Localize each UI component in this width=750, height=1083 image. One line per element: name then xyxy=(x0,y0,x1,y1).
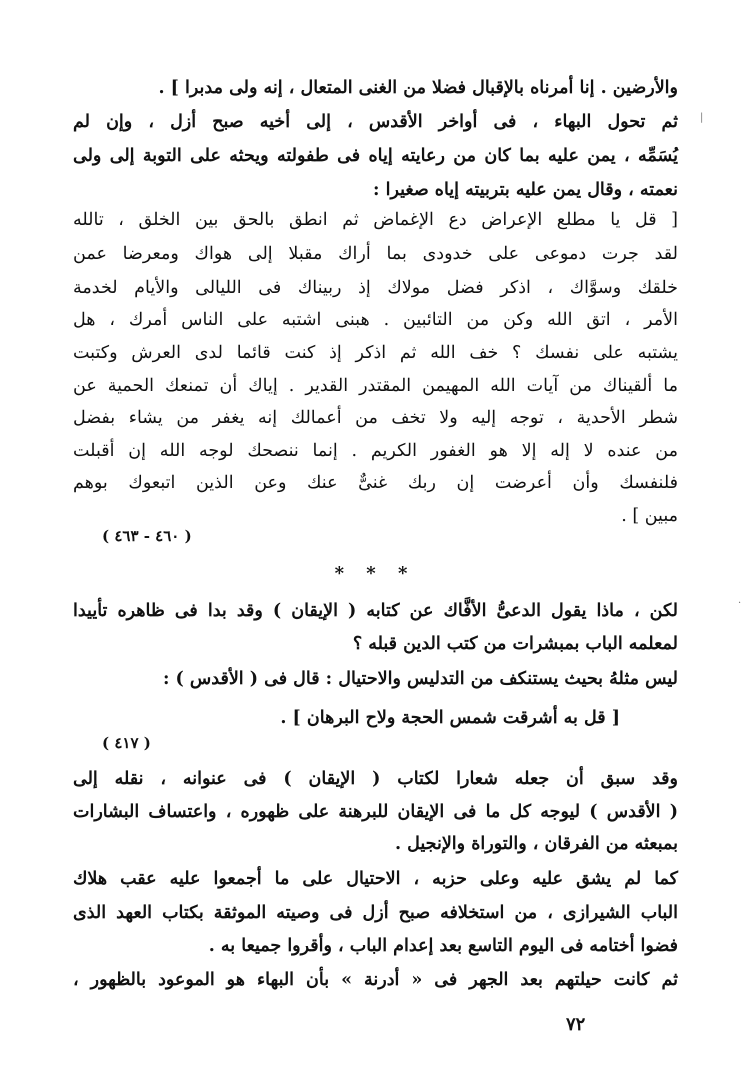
text-line: ليس مثلهُ بحيث يستنكف من التدليس والاحتيال : قال فى ( الأقدس ) : xyxy=(162,669,678,689)
text-line: ثم تحول البهاء ، فى أواخر الأقدس ، إلى أخيه صبح أزل ، وإن لم xyxy=(73,112,678,132)
text-line: ثم كانت حيلتهم بعد الجهر فى « أدرنة » بأن البهاء هو الموعود بالظهور ، xyxy=(73,970,678,990)
text-line: لمعلمه الباب بمبشرات من كتب الدين قبله ؟ xyxy=(352,634,678,654)
text-line: نعمته ، وقال يمن عليه بتربيته إياه صغيرا : xyxy=(373,180,678,200)
text-line: والأرضين . إنا أمرناه بالإقبال فضلا من الغنى المتعال ، إنه ولى مدبرا ] . xyxy=(158,78,678,98)
section-divider: * * * xyxy=(334,563,416,584)
page-number: ٧٢ xyxy=(566,1014,586,1035)
quote-line: الأمر ، اتق الله وكن من التائبين . هبنى اشتبه على الناس أمرك ، هل xyxy=(73,310,678,330)
text-line: فضوا أختامه فى اليوم التاسع بعد إعدام الباب ، وأقروا جميعا به . xyxy=(208,936,678,956)
text-line: وقد سبق أن جعله شعارا لكتاب ( الإيقان ) فى عنوانه ، نقله إلى xyxy=(73,769,678,789)
quote-line: من عنده لا إله إلا هو الغفور الكريم . إنما ننصحك لوجه الله إن أقبلت xyxy=(73,441,678,461)
quote-line: [ قل يا مطلع الإعراض دع الإغماض ثم انطق بالحق بين الخلق ، تالله xyxy=(73,210,678,230)
text-line: يُسَمِّه ، يمن عليه بما كان من رعايته إياه فى طفولته ويحثه على التوبة إلى ولى xyxy=(73,146,678,166)
quote-line: فلنفسك وأن أعرضت إن ربك غنىٌّ عنك وعن الذين اتبعوك بوهم xyxy=(73,473,678,493)
text-line: الباب الشيرازى ، من استخلافه صبح أزل فى وصيته الموثقة بكتاب العهد الذى xyxy=(73,903,678,923)
quote-line: ما ألقيناك من آيات الله المهيمن المقتدر القدير . إياك أن تمنعك الحمية عن xyxy=(73,376,678,396)
quote-line: خلقك وسوَّاك ، اذكر فضل مولاك إذ ربيناك فى الليالى والأيام لخدمة xyxy=(73,278,678,298)
quote-line: شطر الأحدية ، توجه إليه ولا تخف من أعمالك إنه يغفر من يشاء بفضل xyxy=(73,408,678,428)
scan-speck: · xyxy=(738,598,742,609)
quote-line: مبين ] . xyxy=(621,506,678,526)
quote-line: [ قل به أشرقت شمس الحجة ولاح البرهان ] . xyxy=(280,708,620,728)
text-line: لكن ، ماذا يقول الدعىُّ الأفَّاك عن كتابه ( الإيقان ) وقد بدا فى ظاهره تأييدا xyxy=(73,601,678,621)
scan-speck: | xyxy=(700,112,704,123)
citation-reference: ( ٤٦٠ - ٤٦٣ ) xyxy=(102,527,192,545)
text-line: بمبعثه من الفرقان ، والتوراة والإنجيل . xyxy=(394,834,678,854)
quote-line: يشتبه على نفسك ؟ خف الله ثم اذكر إذ كنت قائما لدى العرش وكتبت xyxy=(73,343,678,363)
quote-line: لقد جرت دموعى على خدودى بما أراك مقبلا إلى هواك ومعرضا عمن xyxy=(73,244,678,264)
citation-reference: ( ٤١٧ ) xyxy=(102,734,151,752)
text-line: كما لم يشق عليه وعلى حزبه ، الاحتيال على ما أجمعوا عليه عقب هلاك xyxy=(73,869,678,889)
text-line: ( الأقدس ) ليوجه كل ما فى الإيقان للبرهنة على ظهوره ، واعتساف البشارات xyxy=(73,802,678,822)
